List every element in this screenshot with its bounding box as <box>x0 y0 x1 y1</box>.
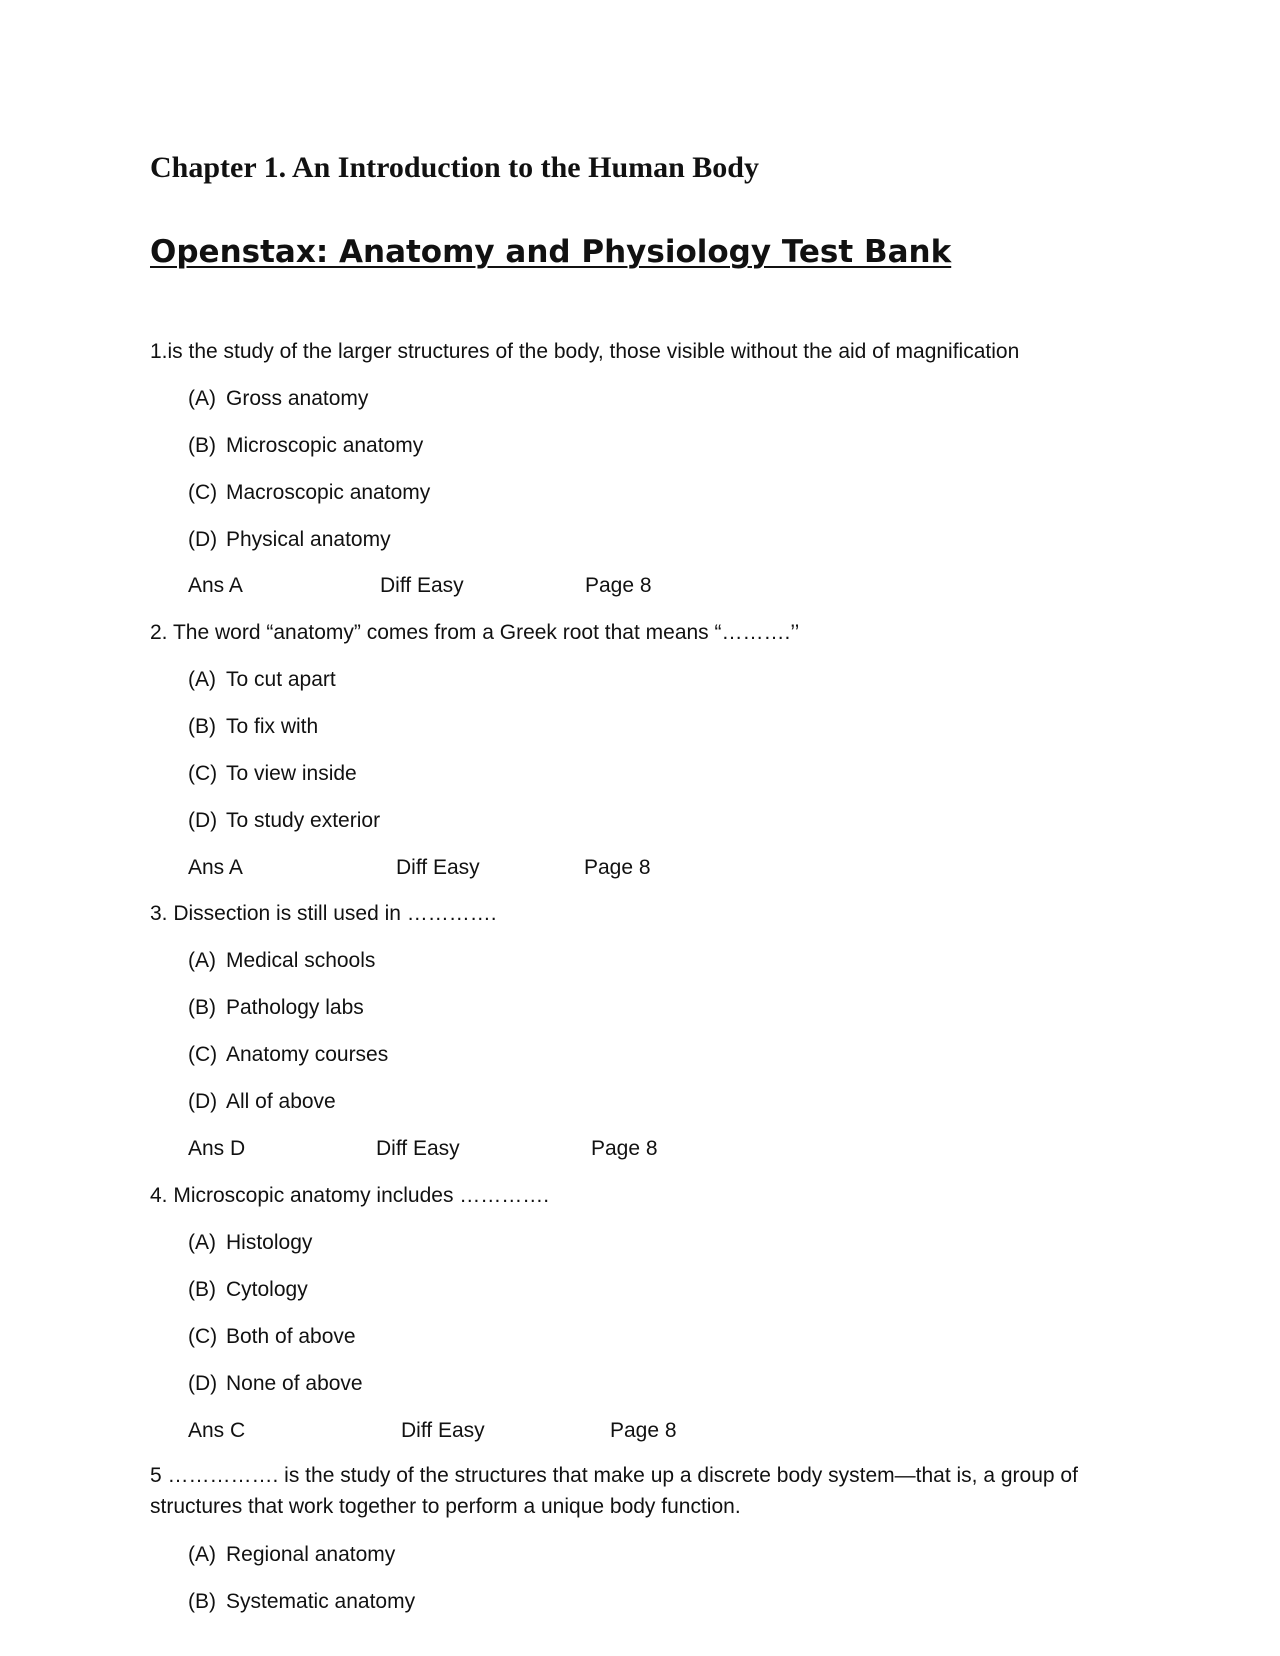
question-1-option-c <box>188 479 430 507</box>
question-1-option-b <box>188 432 423 460</box>
question-3-page: Page 8 <box>591 1137 658 1160</box>
question-2-page: Page 8 <box>584 856 651 879</box>
question-1-option-a <box>188 385 368 413</box>
question-3-option-a <box>188 947 375 975</box>
question-4-difficulty: Diff Easy <box>401 1419 485 1442</box>
chapter-title: Chapter 1. An Introduction to the Human Body <box>150 151 759 184</box>
option-letter: (B) <box>188 996 216 1019</box>
question-2-stem: 2. The word “anatomy” comes from a Greek root that means “……….’’ <box>150 621 800 644</box>
question-2-answer: Ans A <box>188 856 243 879</box>
option-letter: (B) <box>188 1590 216 1613</box>
option-text: Systematic anatomy <box>226 1590 416 1613</box>
question-4-option-c <box>188 1323 356 1351</box>
option-letter: (D) <box>188 809 218 832</box>
option-text: To study exterior <box>226 809 381 832</box>
option-text: To fix with <box>226 715 319 738</box>
option-letter: (B) <box>188 434 216 457</box>
question-4-option-b <box>188 1276 308 1304</box>
option-text: To cut apart <box>226 668 336 691</box>
option-letter: (A) <box>188 949 216 972</box>
question-1-answer: Ans A <box>188 574 243 597</box>
question-1-option-d <box>188 526 391 554</box>
option-letter: (A) <box>188 668 216 691</box>
option-letter: (D) <box>188 528 218 551</box>
option-text: All of above <box>226 1090 336 1113</box>
question-4-option-d <box>188 1370 363 1398</box>
option-letter: (C) <box>188 1325 218 1348</box>
option-letter: (A) <box>188 1543 216 1566</box>
option-letter: (C) <box>188 1043 218 1066</box>
option-text: Anatomy courses <box>226 1043 389 1066</box>
option-letter: (C) <box>188 762 218 785</box>
question-3-stem: 3. Dissection is still used in …………. <box>150 902 497 925</box>
option-text: Both of above <box>226 1325 356 1348</box>
question-2-option-a <box>188 666 336 694</box>
option-letter: (B) <box>188 1278 216 1301</box>
question-4-page: Page 8 <box>610 1419 677 1442</box>
question-3-answer: Ans D <box>188 1137 246 1160</box>
question-5-option-b <box>188 1588 415 1616</box>
option-text: Gross anatomy <box>226 387 369 410</box>
question-3-option-b <box>188 994 364 1022</box>
question-1-stem: 1.is the study of the larger structures of the body, those visible without the aid of magnification <box>150 340 1020 363</box>
option-text: Macroscopic anatomy <box>226 481 431 504</box>
option-letter: (C) <box>188 481 218 504</box>
question-4-stem: 4. Microscopic anatomy includes …………. <box>150 1184 550 1207</box>
option-text: Medical schools <box>226 949 376 972</box>
option-letter: (D) <box>188 1090 218 1113</box>
option-letter: (A) <box>188 1231 216 1254</box>
question-3-difficulty: Diff Easy <box>376 1137 460 1160</box>
option-letter: (B) <box>188 715 216 738</box>
question-3-option-d <box>188 1088 336 1116</box>
option-text: Microscopic anatomy <box>226 434 424 457</box>
option-text: Histology <box>226 1231 313 1254</box>
question-2-option-d <box>188 807 380 835</box>
option-letter: (D) <box>188 1372 218 1395</box>
question-5-option-a <box>188 1541 395 1569</box>
question-5-stem: 5 ……………. is the study of the structures that make up a discrete body system—that is, a group of structures that work together to perform a unique body function. <box>150 1464 1078 1518</box>
option-text: Cytology <box>226 1278 308 1301</box>
option-text: None of above <box>226 1372 363 1395</box>
question-3-option-c <box>188 1041 388 1069</box>
question-2-option-c <box>188 760 357 788</box>
question-4-option-a <box>188 1229 312 1257</box>
option-text: Regional anatomy <box>226 1543 396 1566</box>
document-title: Openstax: Anatomy and Physiology Test Bank <box>150 234 952 270</box>
option-text: Pathology labs <box>226 996 364 1019</box>
question-2-option-b <box>188 713 318 741</box>
option-text: To view inside <box>226 762 357 785</box>
question-1-page: Page 8 <box>585 574 652 597</box>
option-letter: (A) <box>188 387 216 410</box>
option-text: Physical anatomy <box>226 528 391 551</box>
question-2-difficulty: Diff Easy <box>396 856 480 879</box>
question-4-answer: Ans C <box>188 1419 246 1442</box>
question-1-difficulty: Diff Easy <box>380 574 464 597</box>
